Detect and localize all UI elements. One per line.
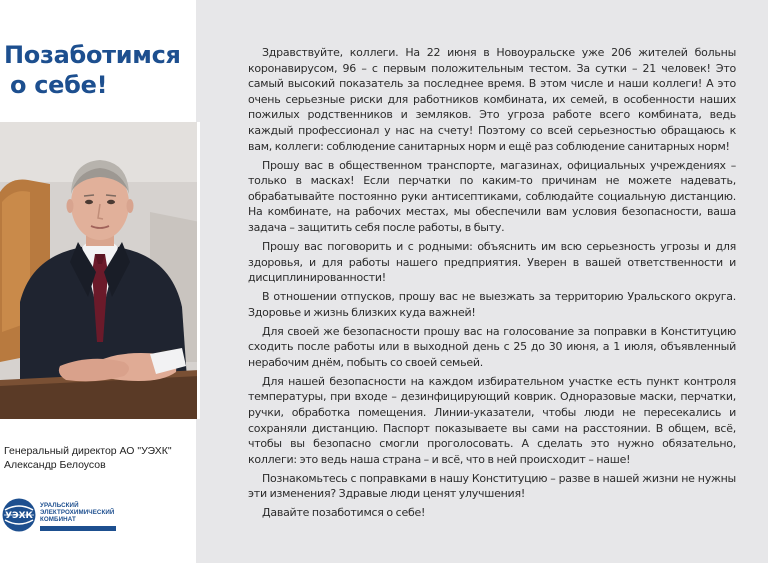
director-portrait [0,122,200,419]
letter-paragraph: Познакомьтесь с поправками в нашу Конституцию – разве в нашей жизни не нужны эти изменения? Здравые люди ценят улучшения! [248,471,736,501]
logo-tagline-bar [40,526,116,531]
letter-paragraph: Здравствуйте, коллеги. На 22 июня в Новоуральске уже 206 жителей больны коронавирусом, 96 – с первым положительным тестом. За сутки – 21 человек! Это самый высокий показатель за последнее время. В этом числе и наши коллеги! А это очень серьезные риски для работников комбината, их семей, в особенности наших пожилых родственников и земляков. Это угроза работе всего комбината, ведь каждый профессионал у нас на счету! Поэтому со всей серьезностью обращаюсь к вам, коллеги: соблюдение санитарных норм и ещё раз соблюдение санитарных норм! [248,46,736,153]
logo-line-3: КОМБИНАТ [40,516,76,524]
letter-paragraph: В отношении отпусков, прошу вас не выезжать за территорию Уральского округа. Здоровье и жизнь близких куда важней! [248,290,736,319]
page-title-line-1: Позаботимся [4,41,181,69]
portrait-illustration [0,122,200,419]
logo-line-1: УРАЛЬСКИЙ [40,502,79,509]
letter-paragraph: Прошу вас в общественном транспорте, магазинах, официальных учреждениях – только в масках! Если перчатки по каким-то причинам не можете надевать, обрабатывайте постоянно руки антисептиками, соблюдайте социальную дистанцию. На комбинате, на рабочих местах, мы обеспечили вам условия безопасности, ваша задача – защитить себя после работы, в быту. [248,158,736,234]
page-title [4,40,181,100]
logo-line-2: ЭЛЕКТРОХИМИЧЕСКИЙ [40,509,115,517]
caption-position: Генеральный директор АО "УЭХК" [4,445,172,457]
caption-name: Александр Белоусов [4,459,106,471]
logo-abbr: УЭХК [5,511,33,521]
uehk-logo [2,498,122,534]
letter-paragraph: Прошу вас поговорить и с родными: объяснить им всю серьезность угрозы и для здоровья, и для работы нашего предприятия. Уверен в вашей ответственности и дисциплинированности! [248,239,736,285]
photo-caption [4,444,196,472]
director-letter [248,45,736,524]
page-title-line-2: о себе! [10,71,108,99]
logo-wordmark [40,502,114,524]
uehk-logo-mark-icon [2,498,36,532]
letter-paragraph: Для своей же безопасности прошу вас на голосование за поправки в Конституцию сходить после работы или в выходной день с 25 до 30 июня, а 1 июля, объявленный нерабочим днём, побыть со своей семьей. [248,324,736,369]
letter-paragraph: Для нашей безопасности на каждом избирательном участке есть пункт контроля температуры, при входе – дезинфицирующий коврик. Одноразовые маски, перчатки, ручки, обработка помещения. Линии-указатели, чтобы люди не пересекались и сохраняли дистанцию. Паспорт показываете вы сами на расстоянии. В общем, всё, чтобы вы безопасно смогли проголосовать. А сделать это нужно обязательно, коллеги: это ведь наша страна – и всё, что в ней происходит – наше! [248,374,736,466]
letter-paragraph: Давайте позаботимся о себе! [262,506,426,520]
